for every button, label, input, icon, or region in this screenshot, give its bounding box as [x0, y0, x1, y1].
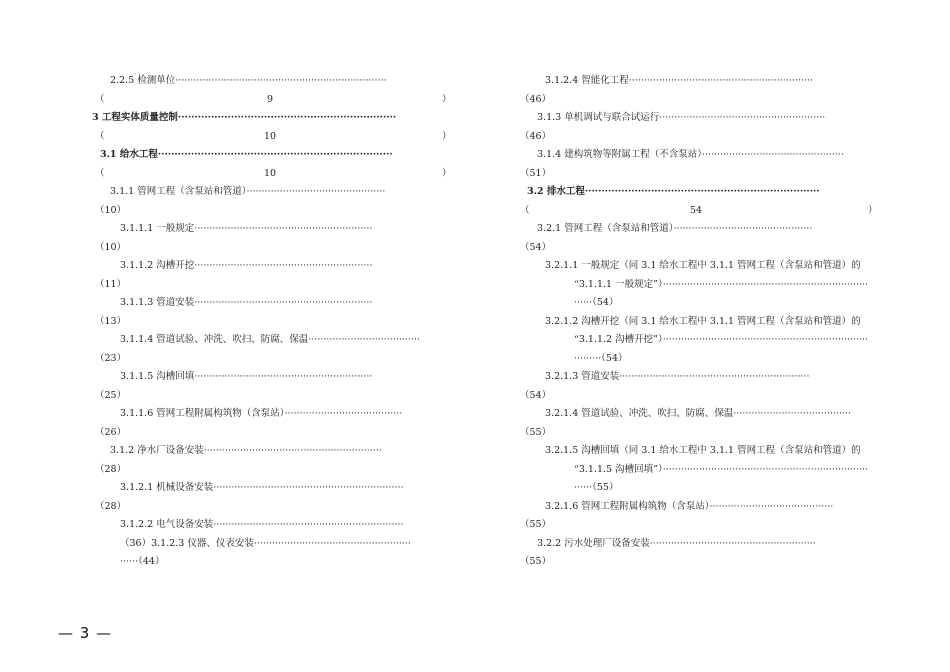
toc-entry: （10） [95, 205, 127, 216]
toc-entry: （54） [520, 242, 552, 253]
toc-entry: 3.2 排水工程······································································· [527, 186, 820, 197]
toc-entry: （13） [95, 316, 127, 327]
toc-entry: （55） [520, 427, 552, 438]
toc-entry: （51） [520, 168, 552, 179]
toc-entry: 3.2.1 管网工程（含泵站和管道）·············································· [537, 223, 813, 234]
toc-entry: 3.1.3 单机调试与联合试运行······················································· [537, 112, 826, 123]
toc-entry: （54） [520, 390, 552, 401]
toc-entry: 3.1.1.6 管网工程附属构筑物（含泵站）······································· [120, 408, 403, 419]
toc-entry: ·········（54） [574, 353, 628, 364]
toc-entry: 3.2.1.4 管道试验、冲洗、吹扫、防腐、保温······································· [545, 408, 852, 419]
close-paren: ） [442, 168, 452, 179]
toc-entry: 3.1.2.4 智能化工程····························································· [545, 75, 813, 86]
toc-entry: （23） [95, 353, 127, 364]
toc-entry: 3.1.1.5 沟槽回填··························································· [120, 371, 373, 382]
toc-page-ref [0, 167, 470, 181]
open-paren: （ [520, 205, 530, 216]
close-paren: ） [442, 94, 452, 105]
toc-entry: 3.2.1.2 沟槽开挖（同 3.1 给水工程中 3.1.1 管网工程（含泵站和管道）的 [545, 316, 861, 327]
toc-page-ref [0, 130, 470, 144]
toc-entry: “3.1.1.2 沟槽开挖”）···································································· [574, 334, 869, 345]
toc-entry: 2.2.5 检测单位······································································ [110, 75, 387, 86]
toc-entry: 3.1.1.4 管道试验、冲洗、吹扫、防腐、保温····································· [120, 334, 420, 345]
toc-entry: （28） [95, 501, 127, 512]
page-number: — 3 — [58, 624, 113, 642]
toc-entry: 3.2.1.3 管道安装······························································· [545, 371, 810, 382]
open-paren: （ [95, 131, 105, 142]
toc-entry: （11） [95, 279, 127, 290]
open-paren: （ [95, 168, 105, 179]
toc-entry: ······（44） [120, 556, 165, 567]
toc-entry: 3.2.2 污水处理厂设备安装······················································· [537, 538, 816, 549]
toc-entry: 3.1.1.1 一般规定··························································· [120, 223, 373, 234]
toc-page-ref [470, 204, 950, 218]
toc-entry: （28） [95, 464, 127, 475]
toc-entry: （55） [520, 556, 552, 567]
toc-entry: 3.1.1 管网工程（含泵站和管道）·············································· [110, 186, 386, 197]
toc-entry: 3.1.1.2 沟槽开挖··························································· [120, 260, 373, 271]
toc-entry: “3.1.1.1 一般规定”）···································································· [574, 279, 869, 290]
open-paren: （ [95, 94, 105, 105]
toc-entry: （25） [95, 390, 127, 401]
toc-entry: 3 工程实体质量控制·································································· [92, 112, 397, 123]
toc-page-number: 54 [689, 205, 703, 216]
toc-entry: 3.2.1.5 沟槽回填（同 3.1 给水工程中 3.1.1 管网工程（含泵站和管道）的 [545, 445, 861, 456]
toc-entry: ······（55） [574, 482, 619, 493]
toc-entry: （46） [520, 94, 552, 105]
toc-entry: （10） [95, 242, 127, 253]
toc-entry: “3.1.1.5 沟槽回填”）···································································· [574, 464, 869, 475]
toc-entry: 3.2.1.6 管网工程附属构筑物（含泵站）········································· [545, 501, 834, 512]
toc-page-number: 9 [266, 94, 274, 105]
toc-entry: 3.2.1.1 一般规定（同 3.1 给水工程中 3.1.1 管网工程（含泵站和管道）的 [545, 260, 861, 271]
toc-entry: （55） [520, 519, 552, 530]
close-paren: ） [442, 131, 452, 142]
toc-entry: 3.1.2 净水厂设备安装··························································· [110, 445, 382, 456]
toc-entry: （46） [520, 131, 552, 142]
close-paren: ） [868, 205, 878, 216]
toc-page-number: 10 [263, 131, 277, 142]
toc-entry: 3.1.1.3 管道安装··························································· [120, 297, 373, 308]
toc-entry: 3.1.2.2 电气设备安装······························································· [120, 519, 404, 530]
toc-page-number: 10 [263, 168, 277, 179]
toc-entry: 3.1.2.1 机械设备安装······························································· [120, 482, 404, 493]
toc-entry: 3.1.4 建构筑物等附属工程（不含泵站）··············································· [537, 149, 844, 160]
toc-entry: （26） [95, 427, 127, 438]
toc-page-ref [0, 93, 470, 107]
toc-entry: ······（54） [574, 297, 619, 308]
toc-entry: （36）3.1.2.3 仪器、仪表安装···················································· [120, 538, 411, 549]
toc-entry: 3.1 给水工程······································································· [100, 149, 393, 160]
